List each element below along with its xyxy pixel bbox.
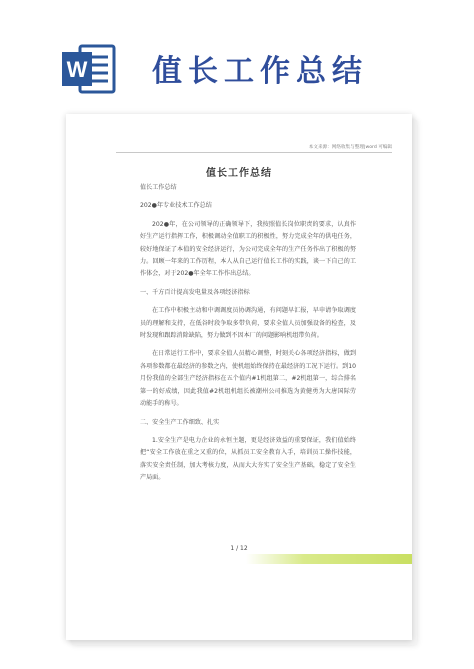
- paragraph: 在工作中积极主动和中调调度员协调沟通，有问题早汇报，早申请争取调度员的理解和支持，在低谷时段争取多带负荷，要求全值人员加强设备的检查，及时发现和跟踪消除缺陷，努力做到不因本厂的问题影响机组带负荷。: [140, 307, 356, 340]
- paragraph: 202●年，在公司领导的正确领导下，我按照值长岗位职责的要求，认真作好生产运行指挥工作，积极调动全值职工的积极性，努力完成全年的供电任务，较好地保证了本值的安全经济运行，为公司完成全年的生产任务作出了积极的努力。回顾一年来的工作历程，本人从自己运行值长工作的实践，谈一下自己的工作体会，对于202●年全年工作作出总结。: [140, 220, 356, 278]
- document-body: [140, 182, 356, 491]
- banner: [0, 0, 474, 110]
- section-heading: 二、安全生产工作细致、扎实: [140, 418, 220, 426]
- document-page: [66, 114, 412, 640]
- word-logo-letter: W: [66, 57, 88, 82]
- paragraph: 1.安全生产是电力企业的永恒主题，更是经济效益的重要保证，我们值始终把“安全工作放在重之又重的位，从抓员工安全教育入手，培训员工操作技能，落实安全责任制，加大考核力度，从而大大夯实了安全生产基础，稳定了安全生产局面。: [140, 436, 356, 482]
- source-note: 本文来源：网络收集与整理|word 可编辑: [308, 145, 392, 150]
- word-icon: [60, 40, 118, 98]
- header-divider: [116, 152, 392, 153]
- banner-title: 值长工作总结: [152, 54, 368, 89]
- paragraph-subheading: 202●年专业技术工作总结: [140, 202, 212, 210]
- section-heading: 一、千方百计提高发电量及各项经济指标: [140, 288, 250, 296]
- footer-accent-bar: [246, 554, 412, 564]
- page-number: 1 / 12: [230, 545, 248, 552]
- paragraph-heading: 值长工作总结: [140, 184, 177, 191]
- paragraph: 在日常运行工作中，要求全值人员精心调整，时刻关心各项经济指标，做到各项参数都在最经济的参数之内，使机组始终保持在最经济的工况下运行。到10月份我值的全部生产经济指标在五个值内#1机组第二，#2机组第一，综合排名第一的好成绩，因此我值#2机组机组长被潮州公司推选为黄健勇为大唐国际劳动能手的称号。: [140, 350, 356, 408]
- document-title: 值长工作总结: [206, 168, 272, 179]
